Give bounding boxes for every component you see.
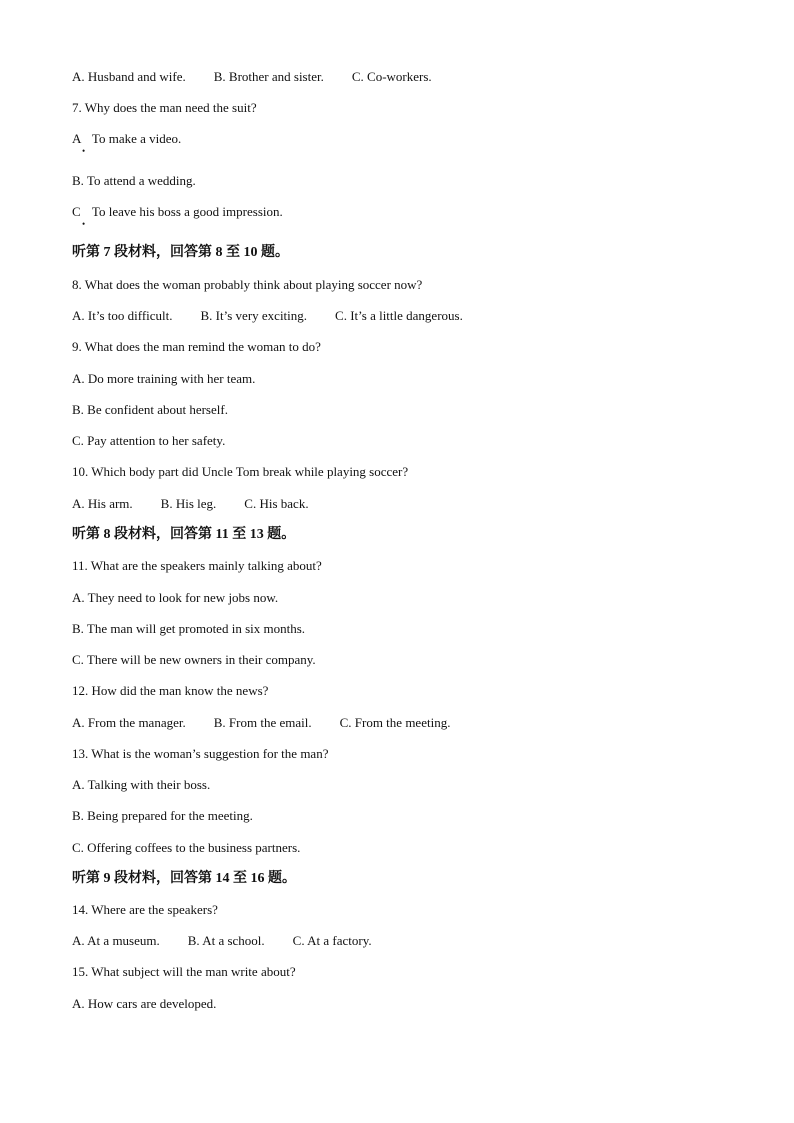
q9-question: 9. What does the man remind the woman to do? <box>72 339 321 354</box>
q13-question: 13. What is the woman’s suggestion for the man? <box>72 746 329 761</box>
q9-option-b: B. Be confident about herself. <box>72 402 228 417</box>
q9-option-c: C. Pay attention to her safety. <box>72 433 226 448</box>
q8-question: 8. What does the woman probably think about playing soccer now? <box>72 277 423 292</box>
q9-option-a: A. Do more training with her team. <box>72 371 256 386</box>
q14-options-row <box>72 933 372 949</box>
q8-option-c: C. It’s a little dangerous. <box>335 308 463 323</box>
q7-option-c-text: To leave his boss a good impression. <box>91 204 283 219</box>
section-heading-8: 听第 8 段材料，回答第 11 至 13 题。 <box>72 527 296 542</box>
q11-option-c: C. There will be new owners in their company. <box>72 652 316 667</box>
q10-option-b: B. His leg. <box>160 496 217 511</box>
q7-option-a-letter: A <box>72 131 81 146</box>
q10-options-row <box>72 496 309 512</box>
q8-option-b: B. It’s very exciting. <box>200 308 308 323</box>
q10-option-a: A. His arm. <box>72 496 133 511</box>
q13-option-c: C. Offering coffees to the business partners. <box>72 840 301 855</box>
q7-option-a <box>72 131 182 156</box>
q6-option-c: C. Co-workers. <box>351 69 432 84</box>
q12-options-row <box>72 715 450 731</box>
q8-option-a: A. It’s too difficult. <box>72 308 173 323</box>
q12-option-c: C. From the meeting. <box>339 715 451 730</box>
q8-options-row <box>72 308 463 324</box>
q14-question: 14. Where are the speakers? <box>72 902 218 917</box>
q7-option-a-text: To make a video. <box>91 131 182 146</box>
section-heading-7: 听第 7 段材料，回答第 8 至 10 题。 <box>72 245 289 260</box>
q6-option-b: B. Brother and sister. <box>213 69 324 84</box>
q10-option-c: C. His back. <box>244 496 309 511</box>
bullet-dot-icon: • <box>82 219 86 229</box>
q6-option-a: A. Husband and wife. <box>72 69 186 84</box>
q7-option-c <box>72 204 283 229</box>
q12-option-a: A. From the manager. <box>72 715 186 730</box>
q11-option-b: B. The man will get promoted in six months. <box>72 621 306 636</box>
q14-option-b: B. At a school. <box>187 933 265 948</box>
q7-option-c-letter: C <box>72 204 81 219</box>
q7-question: 7. Why does the man need the suit? <box>72 100 257 115</box>
q15-question: 15. What subject will the man write about? <box>72 964 296 979</box>
q14-option-a: A. At a museum. <box>72 933 160 948</box>
q6-options-row <box>72 69 432 85</box>
section-heading-9: 听第 9 段材料，回答第 14 至 16 题。 <box>72 871 296 886</box>
q7-option-b: B. To attend a wedding. <box>72 173 196 188</box>
q10-question: 10. Which body part did Uncle Tom break while playing soccer? <box>72 464 409 479</box>
q12-question: 12. How did the man know the news? <box>72 683 269 698</box>
q12-option-b: B. From the email. <box>213 715 312 730</box>
q11-option-a: A. They need to look for new jobs now. <box>72 590 279 605</box>
q11-question: 11. What are the speakers mainly talking about? <box>72 558 322 573</box>
q14-option-c: C. At a factory. <box>292 933 372 948</box>
q13-option-b: B. Being prepared for the meeting. <box>72 808 253 823</box>
bullet-dot-icon: • <box>82 146 86 156</box>
q15-option-a: A. How cars are developed. <box>72 996 217 1011</box>
q13-option-a: A. Talking with their boss. <box>72 777 211 792</box>
